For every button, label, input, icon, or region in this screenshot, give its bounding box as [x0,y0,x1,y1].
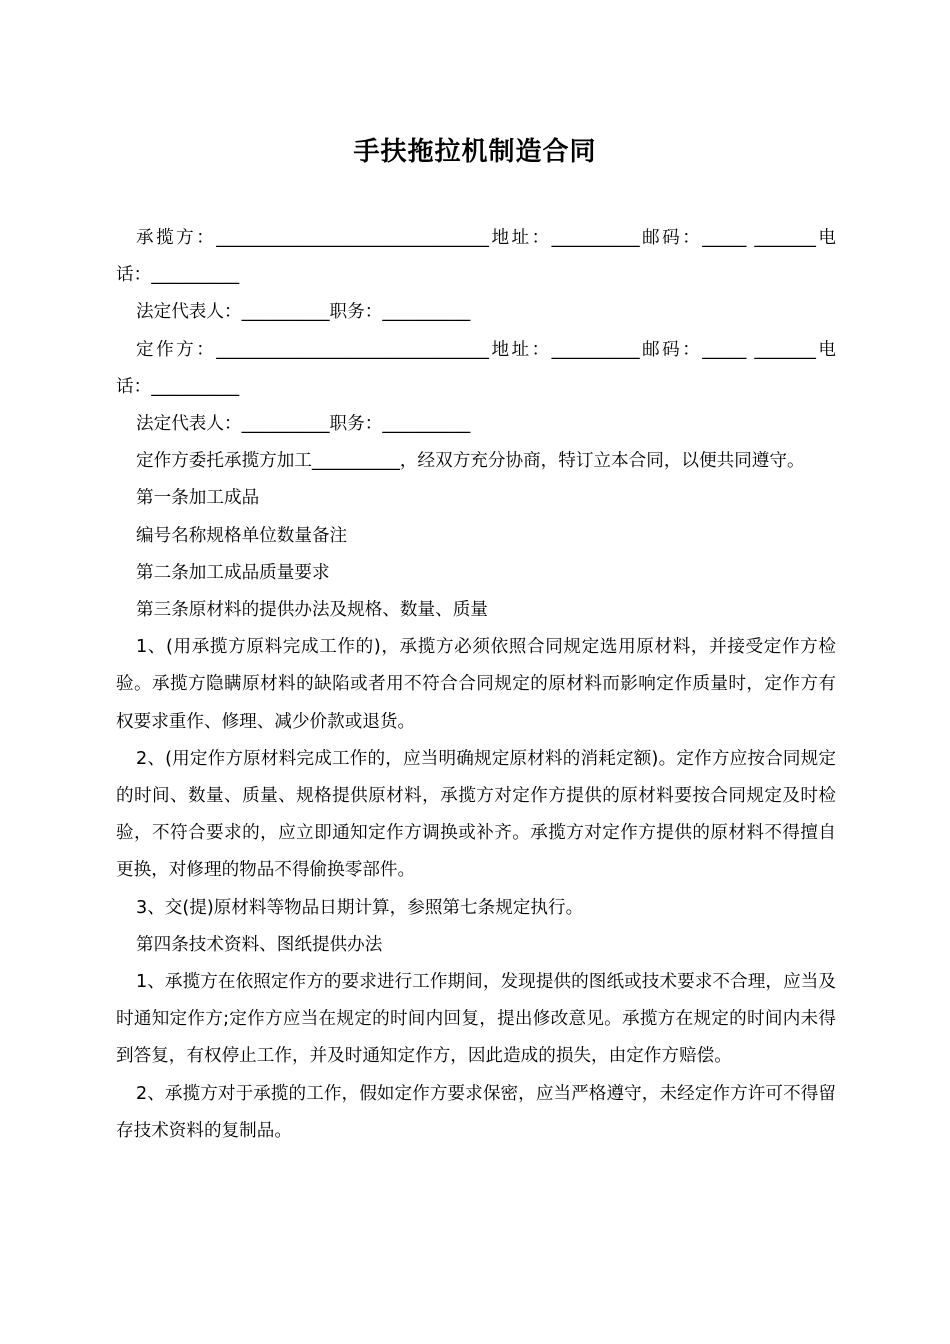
article-1-heading: 第一条加工成品 [136,488,260,509]
article-3-clause-1: 1、(用承揽方原料完成工作的)，承揽方必须依照合同规定选用原材料，并接受定作方检验。承揽方隐瞒原材料的缺陷或者用不符合合同规定的原材料而影响定作质量时，定作方有权要求重作、修理、减少价款或退货。 [116,637,836,732]
article-3-heading: 第三条原材料的提供办法及规格、数量、质量 [136,600,488,621]
customer-info: 定作方：_______________________________地址：__________邮码：_____ _______电话：__________ [116,339,836,397]
preamble-paragraph: 定作方委托承揽方加工__________，经双方充分协商，特订立本合同，以便共同遵守。 [136,451,805,472]
document-title: 手扶拖拉机制造合同 [353,137,597,167]
document-body [116,220,836,1150]
article-4-clause-2: 2、承揽方对于承揽的工作，假如定作方要求保密，应当严格遵守，未经定作方许可不得留存技术资料的复制品。 [116,1083,836,1141]
customer-representative: 法定代表人：__________职务：__________ [136,414,471,435]
article-4-clause-1: 1、承揽方在依照定作方的要求进行工作期间，发现提供的图纸或技术要求不合理，应当及时通知定作方;定作方应当在规定的时间内回复，提出修改意见。承揽方在规定的时间内未得到答复，有权停止工作，并及时通知定作方，因此造成的损失，由定作方赔偿。 [116,972,836,1067]
product-table-header: 编号名称规格单位数量备注 [136,525,348,546]
article-3-clause-2: 2、(用定作方原材料完成工作的，应当明确规定原材料的消耗定额)。定作方应按合同规定的时间、数量、质量、规格提供原材料，承揽方对定作方提供的原材料要按合同规定及时检验，不符合要求的，应立即通知定作方调换或补齐。承揽方对定作方提供的原材料不得擅自更换，对修理的物品不得偷换零部件。 [116,748,836,881]
article-2-heading: 第二条加工成品质量要求 [136,562,330,583]
article-3-clause-3: 3、交(提)原材料等物品日期计算，参照第七条规定执行。 [136,897,584,918]
contractor-representative: 法定代表人：__________职务：__________ [136,302,471,323]
article-4-heading: 第四条技术资料、图纸提供办法 [136,934,383,955]
contractor-info: 承揽方：_______________________________地址：__________邮码：_____ _______电话：__________ [116,228,836,286]
